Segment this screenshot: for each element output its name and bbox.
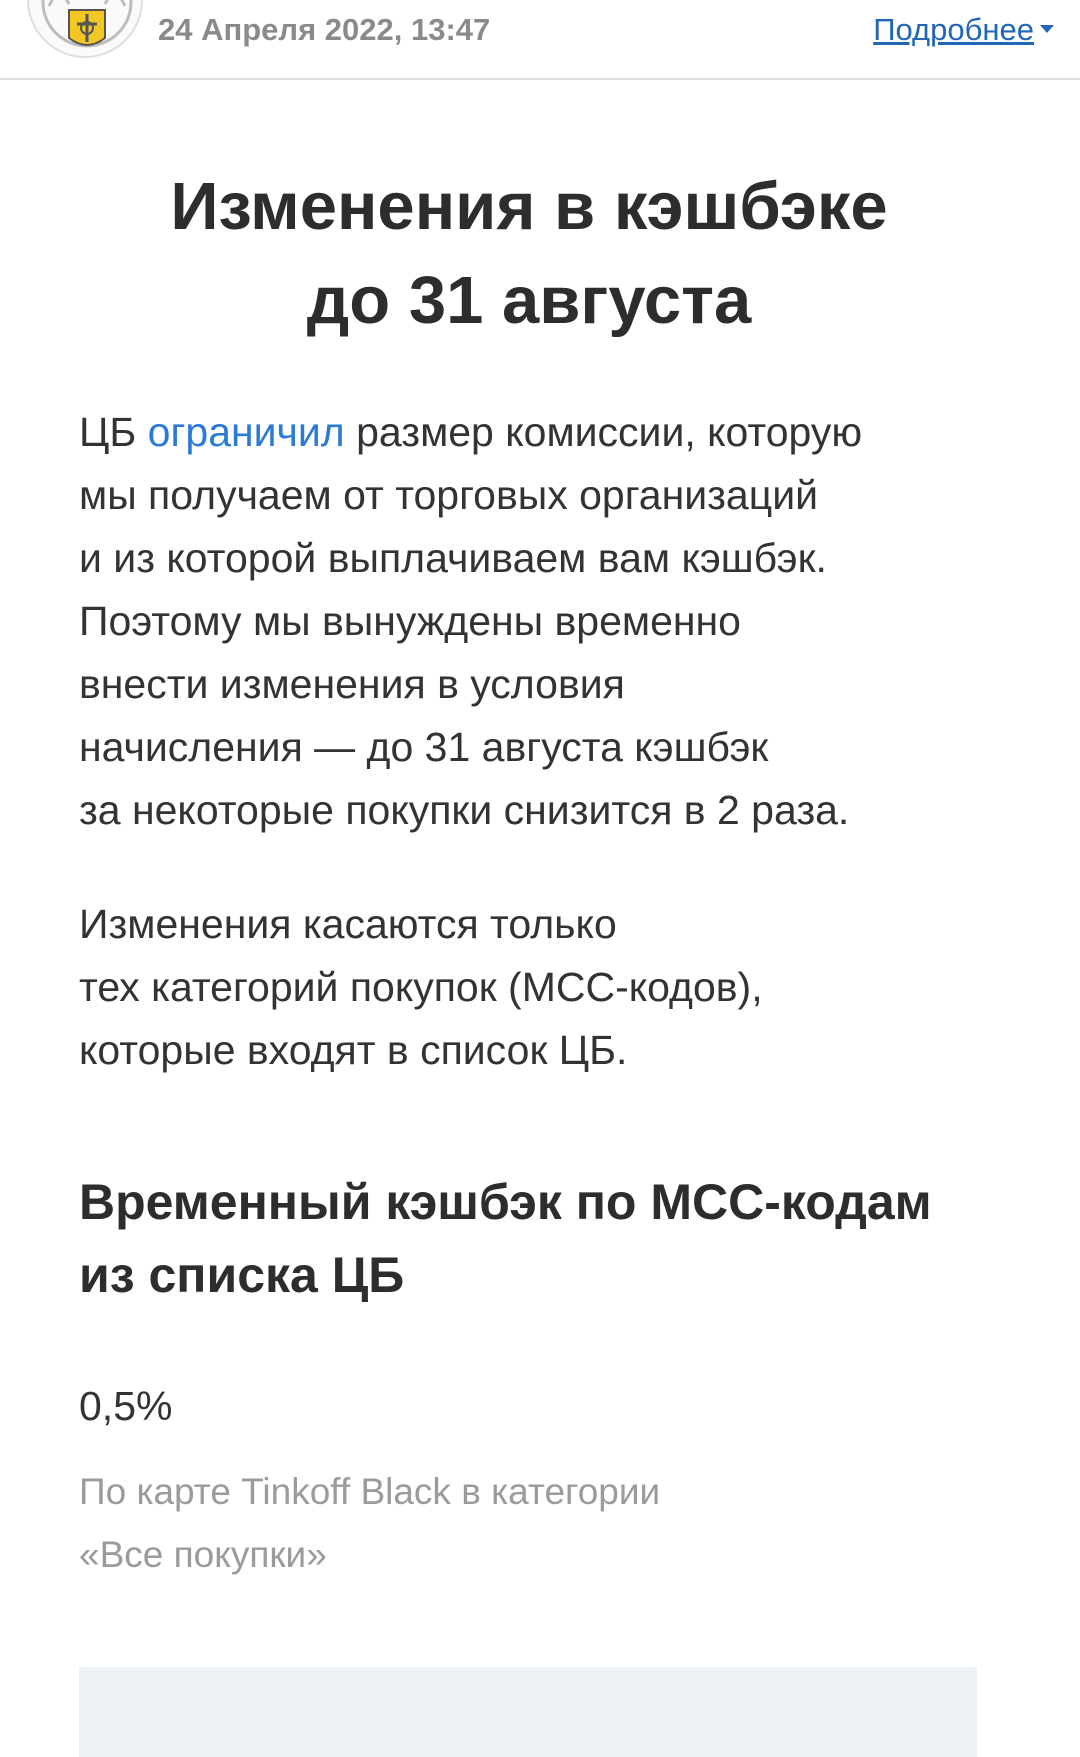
paragraph-line: тех категорий покупок (MCC-кодов), bbox=[79, 964, 763, 1010]
caret-down-icon[interactable] bbox=[1040, 25, 1054, 33]
title-line: Изменения в кэшбэке bbox=[170, 169, 888, 244]
note-line: По карте Tinkoff Black в категории bbox=[79, 1471, 661, 1512]
paragraph-line: которые входят в список ЦБ. bbox=[79, 1027, 628, 1073]
paragraph-line: мы получаем от торговых организаций bbox=[79, 472, 819, 518]
info-block bbox=[79, 1667, 977, 1757]
details-link-label[interactable]: Подробнее bbox=[873, 12, 1034, 47]
rate-note bbox=[79, 1460, 660, 1586]
paragraph-line-rest: размер комиссии, которую bbox=[344, 409, 863, 455]
paragraph-line bbox=[79, 401, 1039, 464]
limited-link[interactable]: ограничил bbox=[147, 409, 345, 455]
sender-avatar[interactable] bbox=[27, 0, 143, 58]
section-heading bbox=[79, 1166, 932, 1312]
title-line: до 31 августа bbox=[306, 263, 752, 338]
bank-crest-logo-icon bbox=[29, 0, 143, 58]
paragraph-prefix: ЦБ bbox=[79, 409, 148, 455]
intro-paragraph bbox=[79, 401, 1039, 842]
details-link[interactable] bbox=[873, 12, 1054, 48]
paragraph-line: Изменения касаются только bbox=[79, 901, 617, 947]
paragraph-line: начисления — до 31 августа кэшбэк bbox=[79, 724, 769, 770]
email-date: 24 Апреля 2022, 13:47 bbox=[158, 12, 491, 47]
cashback-rate: 0,5% bbox=[79, 1383, 173, 1429]
scope-paragraph bbox=[79, 893, 1039, 1082]
heading-line: из списка ЦБ bbox=[79, 1247, 405, 1303]
paragraph-line: и из которой выплачиваем вам кэшбэк. bbox=[79, 535, 827, 581]
article-title bbox=[0, 160, 1058, 348]
paragraph-line: внести изменения в условия bbox=[79, 661, 625, 707]
paragraph-line: за некоторые покупки снизится в 2 раза. bbox=[79, 787, 850, 833]
email-header bbox=[0, 0, 1080, 80]
paragraph-line: Поэтому мы вынуждены временно bbox=[79, 598, 741, 644]
note-line: «Все покупки» bbox=[79, 1534, 327, 1575]
heading-line: Временный кэшбэк по MCC-кодам bbox=[79, 1174, 932, 1230]
